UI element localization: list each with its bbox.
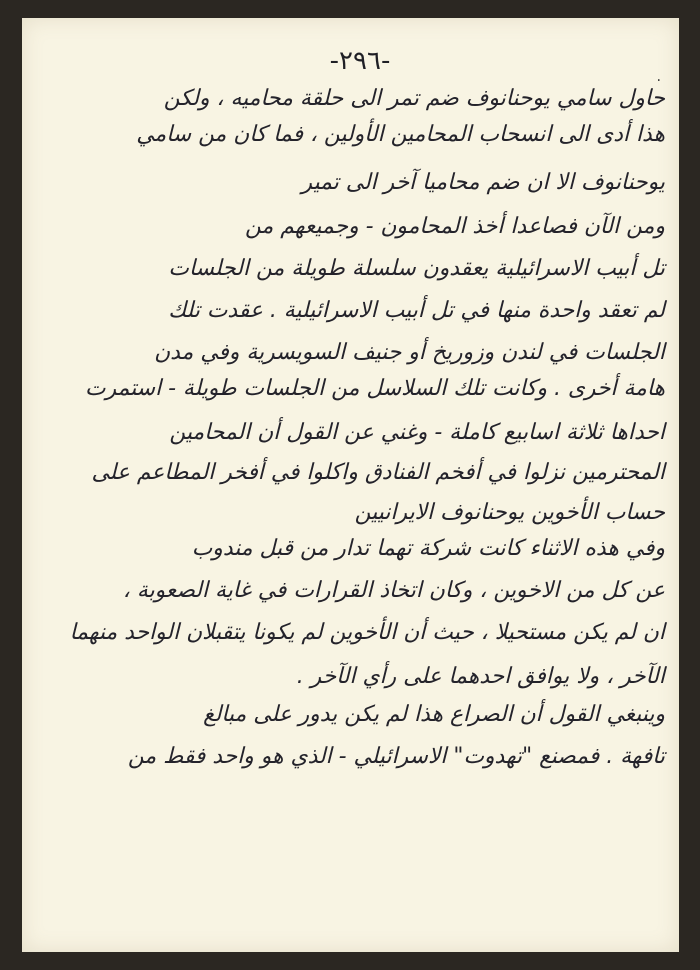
text-line: احداها ثلاثة اسابيع كاملة - وغني عن القول أن المحامين [169, 420, 665, 445]
text-line: ان لم يكن مستحيلا ، حيث أن الأخوين لم يكونا يتقبلان الواحد منهما [69, 620, 665, 645]
text-line: لم تعقد واحدة منها في تل أبيب الاسرائيلية . عقدت تلك [168, 298, 665, 323]
text-line: هامة أخرى . وكانت تلك السلاسل من الجلسات طويلة - استمرت [85, 376, 665, 401]
text-line: وفي هذه الاثناء كانت شركة تهما تدار من قبل مندوب [191, 536, 665, 561]
text-line: تافهة . فمصنع "تهدوت" الاسرائيلي - الذي هو واحد فقط من [127, 744, 666, 769]
text-line: تل أبيب الاسرائيلية يعقدون سلسلة طويلة من الجلسات [168, 256, 665, 281]
text-line: يوحنانوف الا ان ضم محاميا آخر الى تمير [301, 170, 665, 195]
text-line: حساب الأخوين يوحنانوف الايرانيين [354, 500, 665, 525]
text-line: وينبغي القول أن الصراع هذا لم يكن يدور على مبالغ [203, 702, 666, 727]
corner-mark: ٠ [655, 72, 663, 88]
handwritten-text-body [40, 0, 665, 970]
text-line: ومن الآن فصاعدا أخذ المحامون - وجميعهم من [245, 214, 665, 239]
text-line: هذا أدى الى انسحاب المحامين الأولين ، فما كان من سامي [136, 122, 666, 147]
text-line: المحترمين نزلوا في أفخم الفنادق واكلوا في أفخر المطاعم على [91, 460, 665, 485]
text-line: عن كل من الاخوين ، وكان اتخاذ القرارات في غاية الصعوبة ، [122, 578, 665, 603]
text-line: الآخر ، ولا يوافق احدهما على رأي الآخر . [296, 664, 665, 689]
text-line: الجلسات في لندن وزوريخ أو جنيف السويسرية وفي مدن [154, 340, 665, 365]
page-number: -٢٩٦- [329, 46, 391, 76]
text-line: حاول سامي يوحنانوف ضم تمر الى حلقة محاميه ، ولكن [163, 86, 665, 111]
